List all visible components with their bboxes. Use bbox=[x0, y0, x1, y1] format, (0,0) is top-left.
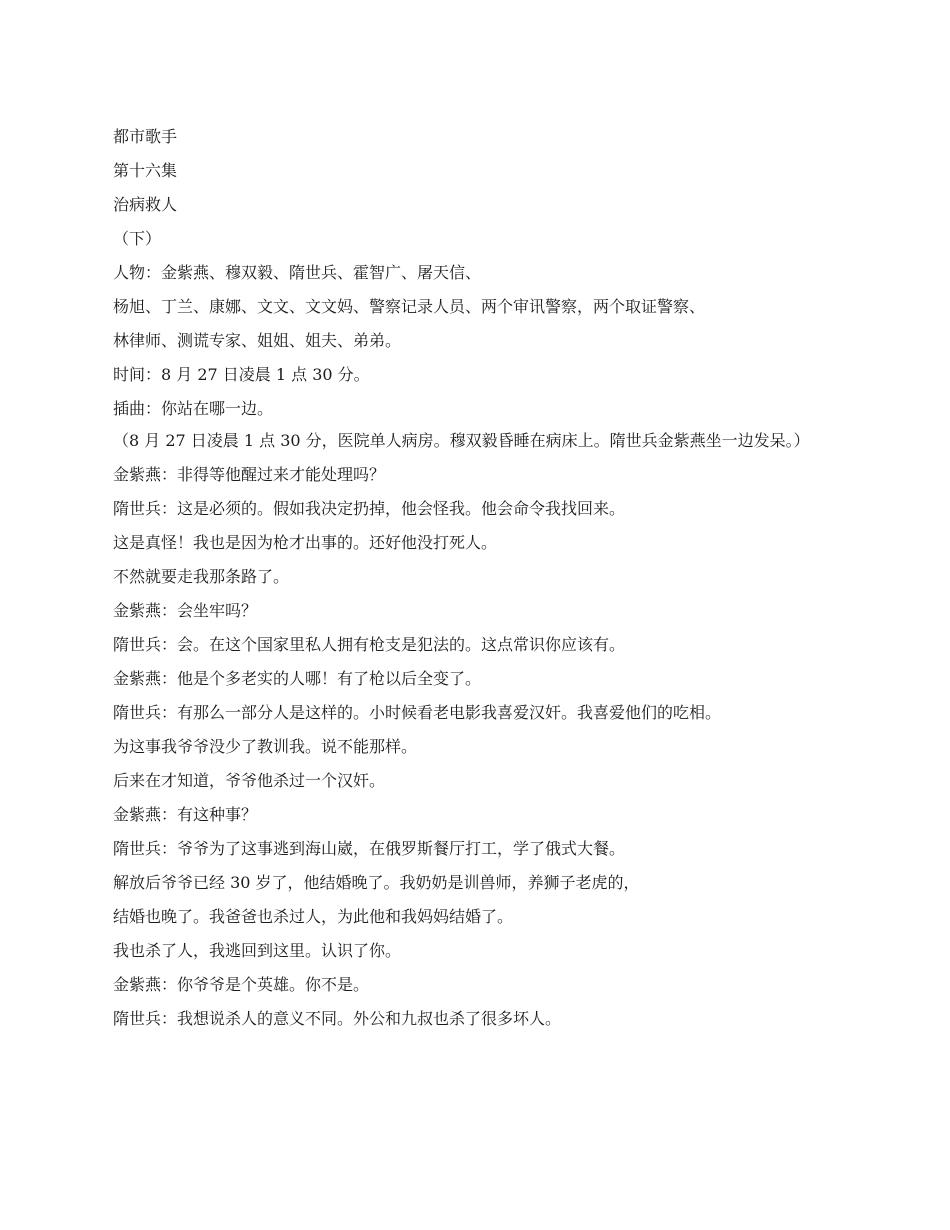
dialogue-line: 隋世兵：这是必须的。假如我决定扔掉，他会怪我。他会命令我找回来。 bbox=[113, 499, 626, 518]
dialogue-line: 隋世兵：有那么一部分人是这样的。小时候看老电影我喜爱汉奸。我喜爱他们的吃相。 bbox=[113, 703, 722, 722]
characters-line-3: 林律师、测谎专家、姐姐、姐夫、弟弟。 bbox=[113, 331, 402, 350]
dialogue-line: 隋世兵：我想说杀人的意义不同。外公和九叔也杀了很多坏人。 bbox=[113, 1009, 562, 1028]
episode-number: 第十六集 bbox=[113, 161, 178, 180]
dialogue-line: 为这事我爷爷没少了教训我。说不能那样。 bbox=[113, 737, 418, 756]
dialogue-line: 金紫燕：有这种事？ bbox=[113, 805, 258, 824]
time-line: 时间：8 月 27 日凌晨 1 点 30 分。 bbox=[113, 365, 370, 384]
dialogue-line: 我也杀了人，我逃回到这里。认识了你。 bbox=[113, 941, 402, 960]
song-line: 插曲：你站在哪一边。 bbox=[113, 399, 274, 418]
dialogue-line: 隋世兵：会。在这个国家里私人拥有枪支是犯法的。这点常识你应该有。 bbox=[113, 635, 626, 654]
scene-direction: （8 月 27 日凌晨 1 点 30 分，医院单人病房。穆双毅昏睡在病床上。隋世兵金紫燕坐一边发呆。） bbox=[113, 431, 810, 450]
dialogue-line: 金紫燕：他是个多老实的人哪！有了枪以后全变了。 bbox=[113, 669, 482, 688]
dialogue-line: 后来在才知道，爷爷他杀过一个汉奸。 bbox=[113, 771, 386, 790]
dialogue-line: 金紫燕：你爷爷是个英雄。你不是。 bbox=[113, 975, 370, 994]
dialogue-line: 结婚也晚了。我爸爸也杀过人，为此他和我妈妈结婚了。 bbox=[113, 907, 514, 926]
dialogue-line: 解放后爷爷已经 30 岁了，他结婚晚了。我奶奶是训兽师，养狮子老虎的， bbox=[113, 873, 640, 892]
dialogue-line: 这是真怪！我也是因为枪才出事的。还好他没打死人。 bbox=[113, 533, 498, 552]
episode-part: （下） bbox=[113, 229, 162, 248]
document-body bbox=[113, 124, 838, 1040]
doc-title: 都市歌手 bbox=[113, 127, 178, 146]
characters-line-1: 人物：金紫燕、穆双毅、隋世兵、霍智广、屠天信、 bbox=[113, 263, 482, 282]
dialogue-line: 金紫燕：会坐牢吗？ bbox=[113, 601, 258, 620]
characters-line-2: 杨旭、丁兰、康娜、文文、文文妈、警察记录人员、两个审讯警察，两个取证警察、 bbox=[113, 297, 706, 316]
episode-title: 治病救人 bbox=[113, 195, 178, 214]
dialogue-line: 不然就要走我那条路了。 bbox=[113, 567, 290, 586]
dialogue-line: 金紫燕：非得等他醒过来才能处理吗？ bbox=[113, 465, 386, 484]
dialogue-line: 隋世兵：爷爷为了这事逃到海山崴，在俄罗斯餐厅打工，学了俄式大餐。 bbox=[113, 839, 626, 858]
